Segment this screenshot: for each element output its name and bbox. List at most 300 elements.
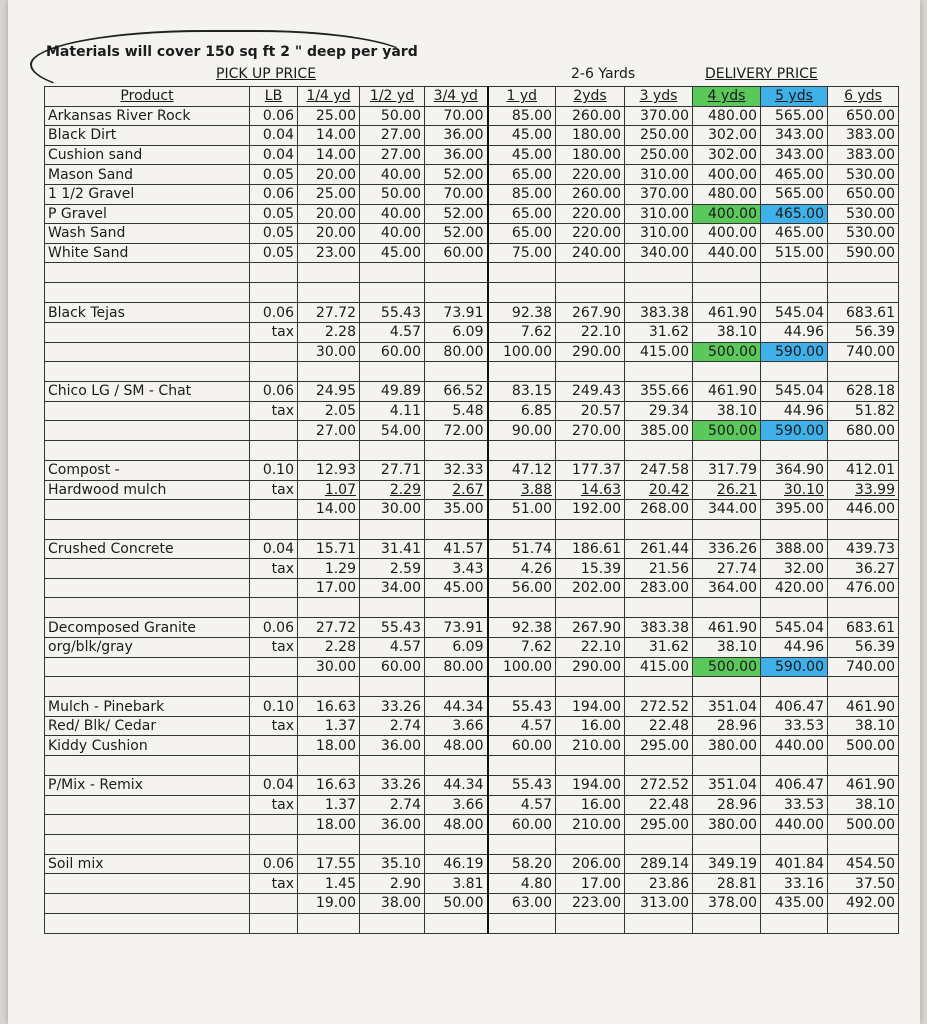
price-cell: 380.00 bbox=[693, 815, 761, 835]
product-name: Black Tejas bbox=[45, 303, 250, 323]
price-cell: 28.81 bbox=[693, 874, 761, 894]
price-cell: 465.00 bbox=[761, 165, 828, 185]
product-name: White Sand bbox=[45, 243, 250, 263]
price-cell: 46.19 bbox=[425, 854, 488, 874]
price-cell: 16.63 bbox=[298, 776, 360, 796]
price-cell: 3.66 bbox=[425, 716, 488, 736]
price-cell: 202.00 bbox=[556, 578, 625, 598]
price-cell: 40.00 bbox=[360, 204, 425, 224]
product-name-line2 bbox=[45, 559, 250, 579]
price-cell: 48.00 bbox=[425, 736, 488, 756]
price-cell: 2.29 bbox=[360, 480, 425, 500]
price-cell: 50.00 bbox=[360, 106, 425, 126]
empty-cell bbox=[488, 440, 556, 460]
price-cell: 500.00 bbox=[828, 736, 899, 756]
price-cell: 60.00 bbox=[488, 815, 556, 835]
empty-cell bbox=[250, 677, 298, 697]
price-cell: 223.00 bbox=[556, 894, 625, 914]
product-name-line2 bbox=[45, 795, 250, 815]
price-cell: 400.00 bbox=[693, 165, 761, 185]
empty-cell bbox=[693, 834, 761, 854]
price-cell: 0.06 bbox=[250, 106, 298, 126]
price-cell: 351.04 bbox=[693, 776, 761, 796]
product-name-line3 bbox=[45, 578, 250, 598]
empty-cell bbox=[488, 263, 556, 283]
empty-row bbox=[45, 913, 899, 933]
price-cell: 22.10 bbox=[556, 322, 625, 342]
product-name-line2: Hardwood mulch bbox=[45, 480, 250, 500]
price-cell: 29.34 bbox=[625, 401, 693, 421]
price-cell: 36.00 bbox=[360, 736, 425, 756]
price-cell: 72.00 bbox=[425, 421, 488, 441]
empty-cell bbox=[556, 440, 625, 460]
empty-cell bbox=[298, 362, 360, 382]
price-cell: 480.00 bbox=[693, 184, 761, 204]
empty-cell bbox=[693, 598, 761, 618]
price-cell: 90.00 bbox=[488, 421, 556, 441]
empty-cell bbox=[250, 598, 298, 618]
price-cell: 590.00 bbox=[828, 243, 899, 263]
price-cell: 289.14 bbox=[625, 854, 693, 874]
price-cell: 16.00 bbox=[556, 795, 625, 815]
price-cell: 302.00 bbox=[693, 145, 761, 165]
price-cell: 18.00 bbox=[298, 815, 360, 835]
price-cell: 30.00 bbox=[298, 342, 360, 362]
price-cell: 260.00 bbox=[556, 106, 625, 126]
product-name: Soil mix bbox=[45, 854, 250, 874]
price-cell: 27.71 bbox=[360, 460, 425, 480]
price-cell: 31.41 bbox=[360, 539, 425, 559]
price-cell: 22.48 bbox=[625, 795, 693, 815]
price-cell: 268.00 bbox=[625, 500, 693, 520]
column-header: LB bbox=[250, 87, 298, 107]
price-cell: 0.10 bbox=[250, 460, 298, 480]
column-header: 3/4 yd bbox=[425, 87, 488, 107]
price-cell: 180.00 bbox=[556, 126, 625, 146]
empty-cell bbox=[625, 519, 693, 539]
empty-cell bbox=[488, 598, 556, 618]
price-cell: 530.00 bbox=[828, 165, 899, 185]
empty-cell bbox=[45, 283, 250, 303]
price-cell: 461.90 bbox=[828, 697, 899, 717]
price-cell: 40.00 bbox=[360, 165, 425, 185]
price-cell: 370.00 bbox=[625, 184, 693, 204]
price-cell: 0.04 bbox=[250, 776, 298, 796]
price-cell: 51.00 bbox=[488, 500, 556, 520]
price-cell: 30.00 bbox=[360, 500, 425, 520]
price-cell: 33.99 bbox=[828, 480, 899, 500]
price-cell: 52.00 bbox=[425, 224, 488, 244]
column-header: 4 yds bbox=[693, 87, 761, 107]
price-cell: 60.00 bbox=[425, 243, 488, 263]
price-cell: 480.00 bbox=[693, 106, 761, 126]
empty-cell bbox=[298, 834, 360, 854]
price-cell: 33.26 bbox=[360, 697, 425, 717]
price-cell: 435.00 bbox=[761, 894, 828, 914]
price-cell: 440.00 bbox=[761, 815, 828, 835]
column-header: Product bbox=[45, 87, 250, 107]
product-name: Black Dirt bbox=[45, 126, 250, 146]
price-cell: 465.00 bbox=[761, 204, 828, 224]
price-cell: 500.00 bbox=[693, 342, 761, 362]
price-cell: 58.20 bbox=[488, 854, 556, 874]
empty-cell bbox=[488, 677, 556, 697]
empty-cell bbox=[298, 677, 360, 697]
product-name: Compost - bbox=[45, 460, 250, 480]
empty-cell bbox=[828, 440, 899, 460]
product-name-line3 bbox=[45, 894, 250, 914]
price-cell: 85.00 bbox=[488, 184, 556, 204]
price-cell: 401.84 bbox=[761, 854, 828, 874]
empty-cell bbox=[425, 913, 488, 933]
price-cell: 54.00 bbox=[360, 421, 425, 441]
price-cell: 383.00 bbox=[828, 145, 899, 165]
coverage-note: Materials will cover 150 sq ft 2 " deep per yard bbox=[46, 44, 418, 60]
price-cell: 38.10 bbox=[828, 716, 899, 736]
tax-label: tax bbox=[250, 559, 298, 579]
price-cell: 683.61 bbox=[828, 303, 899, 323]
empty-cell bbox=[761, 263, 828, 283]
product-name: Mason Sand bbox=[45, 165, 250, 185]
price-cell: 500.00 bbox=[693, 421, 761, 441]
price-cell: 30.00 bbox=[298, 657, 360, 677]
price-cell: 31.62 bbox=[625, 322, 693, 342]
price-cell: 267.90 bbox=[556, 618, 625, 638]
price-cell: 52.00 bbox=[425, 204, 488, 224]
price-cell: 17.00 bbox=[298, 578, 360, 598]
empty-cell bbox=[250, 756, 298, 776]
price-cell: 220.00 bbox=[556, 165, 625, 185]
empty-cell bbox=[693, 263, 761, 283]
price-cell: 192.00 bbox=[556, 500, 625, 520]
price-cell: 38.10 bbox=[828, 795, 899, 815]
empty-cell bbox=[250, 736, 298, 756]
price-cell: 65.00 bbox=[488, 204, 556, 224]
empty-cell bbox=[693, 913, 761, 933]
empty-cell bbox=[761, 834, 828, 854]
empty-cell bbox=[693, 677, 761, 697]
price-cell: 565.00 bbox=[761, 184, 828, 204]
price-cell: 206.00 bbox=[556, 854, 625, 874]
price-cell: 0.04 bbox=[250, 126, 298, 146]
header-row bbox=[45, 87, 899, 107]
empty-cell bbox=[250, 440, 298, 460]
price-cell: 310.00 bbox=[625, 224, 693, 244]
empty-cell bbox=[556, 598, 625, 618]
empty-cell bbox=[250, 815, 298, 835]
price-cell: 388.00 bbox=[761, 539, 828, 559]
empty-cell bbox=[625, 283, 693, 303]
price-cell: 80.00 bbox=[425, 657, 488, 677]
price-cell: 27.00 bbox=[360, 126, 425, 146]
price-cell: 310.00 bbox=[625, 165, 693, 185]
tax-row bbox=[45, 559, 899, 579]
empty-cell bbox=[250, 519, 298, 539]
total-row bbox=[45, 894, 899, 914]
price-cell: 14.00 bbox=[298, 126, 360, 146]
column-header: 1/2 yd bbox=[360, 87, 425, 107]
price-cell: 4.57 bbox=[360, 638, 425, 658]
column-header: 6 yds bbox=[828, 87, 899, 107]
empty-cell bbox=[425, 519, 488, 539]
tax-row bbox=[45, 716, 899, 736]
price-cell: 92.38 bbox=[488, 618, 556, 638]
empty-cell bbox=[45, 362, 250, 382]
price-cell: 14.00 bbox=[298, 500, 360, 520]
empty-cell bbox=[828, 756, 899, 776]
empty-cell bbox=[360, 598, 425, 618]
empty-cell bbox=[761, 913, 828, 933]
empty-cell bbox=[250, 657, 298, 677]
price-cell: 530.00 bbox=[828, 204, 899, 224]
price-cell: 240.00 bbox=[556, 243, 625, 263]
price-cell: 20.00 bbox=[298, 165, 360, 185]
price-cell: 0.06 bbox=[250, 854, 298, 874]
column-header: 1 yd bbox=[488, 87, 556, 107]
empty-cell bbox=[298, 519, 360, 539]
empty-cell bbox=[828, 913, 899, 933]
price-cell: 383.00 bbox=[828, 126, 899, 146]
price-cell: 349.19 bbox=[693, 854, 761, 874]
price-cell: 16.00 bbox=[556, 716, 625, 736]
price-cell: 50.00 bbox=[425, 894, 488, 914]
empty-cell bbox=[828, 362, 899, 382]
price-cell: 385.00 bbox=[625, 421, 693, 441]
product-row bbox=[45, 243, 899, 263]
tax-label: tax bbox=[250, 716, 298, 736]
price-cell: 49.89 bbox=[360, 382, 425, 402]
price-cell: 6.09 bbox=[425, 322, 488, 342]
price-cell: 75.00 bbox=[488, 243, 556, 263]
price-cell: 66.52 bbox=[425, 382, 488, 402]
empty-cell bbox=[425, 440, 488, 460]
price-cell: 545.04 bbox=[761, 303, 828, 323]
product-name: P/Mix - Remix bbox=[45, 776, 250, 796]
price-cell: 500.00 bbox=[828, 815, 899, 835]
price-cell: 355.66 bbox=[625, 382, 693, 402]
product-row bbox=[45, 303, 899, 323]
price-cell: 25.00 bbox=[298, 106, 360, 126]
price-cell: 683.61 bbox=[828, 618, 899, 638]
price-cell: 680.00 bbox=[828, 421, 899, 441]
price-cell: 465.00 bbox=[761, 224, 828, 244]
empty-cell bbox=[45, 756, 250, 776]
price-cell: 0.05 bbox=[250, 243, 298, 263]
product-name-line3: Kiddy Cushion bbox=[45, 736, 250, 756]
product-row bbox=[45, 539, 899, 559]
price-cell: 0.06 bbox=[250, 184, 298, 204]
product-row bbox=[45, 204, 899, 224]
price-cell: 530.00 bbox=[828, 224, 899, 244]
price-cell: 56.39 bbox=[828, 322, 899, 342]
product-row bbox=[45, 854, 899, 874]
empty-cell bbox=[556, 677, 625, 697]
price-cell: 1.37 bbox=[298, 716, 360, 736]
price-cell: 400.00 bbox=[693, 204, 761, 224]
price-cell: 500.00 bbox=[693, 657, 761, 677]
product-row bbox=[45, 776, 899, 796]
price-cell: 0.06 bbox=[250, 303, 298, 323]
price-cell: 210.00 bbox=[556, 815, 625, 835]
price-cell: 35.00 bbox=[425, 500, 488, 520]
price-cell: 3.81 bbox=[425, 874, 488, 894]
total-row bbox=[45, 421, 899, 441]
product-name: Arkansas River Rock bbox=[45, 106, 250, 126]
empty-cell bbox=[298, 440, 360, 460]
price-cell: 383.38 bbox=[625, 618, 693, 638]
price-cell: 1.45 bbox=[298, 874, 360, 894]
tax-label: tax bbox=[250, 401, 298, 421]
price-cell: 56.00 bbox=[488, 578, 556, 598]
price-cell: 38.10 bbox=[693, 638, 761, 658]
price-cell: 272.52 bbox=[625, 697, 693, 717]
empty-cell bbox=[693, 283, 761, 303]
price-cell: 400.00 bbox=[693, 224, 761, 244]
price-cell: 492.00 bbox=[828, 894, 899, 914]
price-cell: 415.00 bbox=[625, 657, 693, 677]
price-cell: 27.00 bbox=[360, 145, 425, 165]
price-cell: 23.00 bbox=[298, 243, 360, 263]
price-cell: 249.43 bbox=[556, 382, 625, 402]
price-cell: 60.00 bbox=[360, 657, 425, 677]
column-header: 3 yds bbox=[625, 87, 693, 107]
empty-cell bbox=[250, 283, 298, 303]
empty-cell bbox=[625, 598, 693, 618]
empty-cell bbox=[488, 913, 556, 933]
empty-cell bbox=[761, 283, 828, 303]
price-cell: 27.74 bbox=[693, 559, 761, 579]
price-cell: 590.00 bbox=[761, 421, 828, 441]
price-cell: 2.28 bbox=[298, 322, 360, 342]
price-cell: 194.00 bbox=[556, 697, 625, 717]
price-cell: 270.00 bbox=[556, 421, 625, 441]
price-cell: 186.61 bbox=[556, 539, 625, 559]
empty-cell bbox=[250, 894, 298, 914]
price-cell: 7.62 bbox=[488, 638, 556, 658]
price-cell: 70.00 bbox=[425, 106, 488, 126]
tax-row bbox=[45, 480, 899, 500]
empty-cell bbox=[761, 756, 828, 776]
empty-cell bbox=[425, 263, 488, 283]
price-cell: 343.00 bbox=[761, 126, 828, 146]
product-row bbox=[45, 145, 899, 165]
price-cell: 16.63 bbox=[298, 697, 360, 717]
price-cell: 12.93 bbox=[298, 460, 360, 480]
price-cell: 545.04 bbox=[761, 618, 828, 638]
price-cell: 6.85 bbox=[488, 401, 556, 421]
price-cell: 60.00 bbox=[488, 736, 556, 756]
empty-cell bbox=[250, 913, 298, 933]
tax-row bbox=[45, 322, 899, 342]
price-cell: 60.00 bbox=[360, 342, 425, 362]
empty-cell bbox=[488, 519, 556, 539]
empty-cell bbox=[45, 440, 250, 460]
price-cell: 65.00 bbox=[488, 165, 556, 185]
empty-cell bbox=[298, 756, 360, 776]
price-cell: 344.00 bbox=[693, 500, 761, 520]
tax-label: tax bbox=[250, 638, 298, 658]
price-cell: 23.86 bbox=[625, 874, 693, 894]
empty-cell bbox=[556, 913, 625, 933]
price-cell: 4.57 bbox=[360, 322, 425, 342]
price-cell: 515.00 bbox=[761, 243, 828, 263]
product-name-line3 bbox=[45, 342, 250, 362]
empty-cell bbox=[625, 440, 693, 460]
price-cell: 52.00 bbox=[425, 165, 488, 185]
price-cell: 177.37 bbox=[556, 460, 625, 480]
price-cell: 454.50 bbox=[828, 854, 899, 874]
price-cell: 48.00 bbox=[425, 815, 488, 835]
price-cell: 383.38 bbox=[625, 303, 693, 323]
price-cell: 0.06 bbox=[250, 618, 298, 638]
empty-cell bbox=[250, 834, 298, 854]
price-cell: 44.34 bbox=[425, 697, 488, 717]
price-cell: 565.00 bbox=[761, 106, 828, 126]
empty-cell bbox=[250, 421, 298, 441]
empty-cell bbox=[425, 598, 488, 618]
price-cell: 1.07 bbox=[298, 480, 360, 500]
price-cell: 343.00 bbox=[761, 145, 828, 165]
product-name: Wash Sand bbox=[45, 224, 250, 244]
product-row bbox=[45, 224, 899, 244]
price-cell: 4.57 bbox=[488, 795, 556, 815]
price-cell: 37.50 bbox=[828, 874, 899, 894]
price-cell: 55.43 bbox=[488, 776, 556, 796]
price-cell: 70.00 bbox=[425, 184, 488, 204]
empty-cell bbox=[45, 677, 250, 697]
empty-cell bbox=[761, 362, 828, 382]
price-cell: 44.96 bbox=[761, 401, 828, 421]
product-name-line2: org/blk/gray bbox=[45, 638, 250, 658]
price-cell: 2.74 bbox=[360, 795, 425, 815]
total-row bbox=[45, 500, 899, 520]
product-name: Decomposed Granite bbox=[45, 618, 250, 638]
empty-cell bbox=[761, 677, 828, 697]
empty-cell bbox=[488, 283, 556, 303]
yards-range-label: 2-6 Yards bbox=[571, 66, 636, 82]
empty-cell bbox=[425, 362, 488, 382]
price-cell: 2.74 bbox=[360, 716, 425, 736]
price-cell: 461.90 bbox=[693, 303, 761, 323]
empty-cell bbox=[360, 283, 425, 303]
empty-cell bbox=[45, 598, 250, 618]
price-cell: 30.10 bbox=[761, 480, 828, 500]
price-cell: 313.00 bbox=[625, 894, 693, 914]
empty-cell bbox=[45, 913, 250, 933]
price-cell: 4.26 bbox=[488, 559, 556, 579]
price-cell: 461.90 bbox=[828, 776, 899, 796]
empty-cell bbox=[360, 263, 425, 283]
product-row bbox=[45, 184, 899, 204]
price-cell: 220.00 bbox=[556, 224, 625, 244]
price-cell: 100.00 bbox=[488, 657, 556, 677]
empty-cell bbox=[488, 756, 556, 776]
price-cell: 440.00 bbox=[693, 243, 761, 263]
price-cell: 3.88 bbox=[488, 480, 556, 500]
price-cell: 32.00 bbox=[761, 559, 828, 579]
empty-cell bbox=[250, 263, 298, 283]
price-cell: 628.18 bbox=[828, 382, 899, 402]
product-name-line3 bbox=[45, 421, 250, 441]
empty-cell bbox=[298, 283, 360, 303]
empty-cell bbox=[625, 263, 693, 283]
price-cell: 33.16 bbox=[761, 874, 828, 894]
price-cell: 45.00 bbox=[360, 243, 425, 263]
price-cell: 0.05 bbox=[250, 165, 298, 185]
price-cell: 740.00 bbox=[828, 342, 899, 362]
price-cell: 63.00 bbox=[488, 894, 556, 914]
empty-cell bbox=[556, 283, 625, 303]
